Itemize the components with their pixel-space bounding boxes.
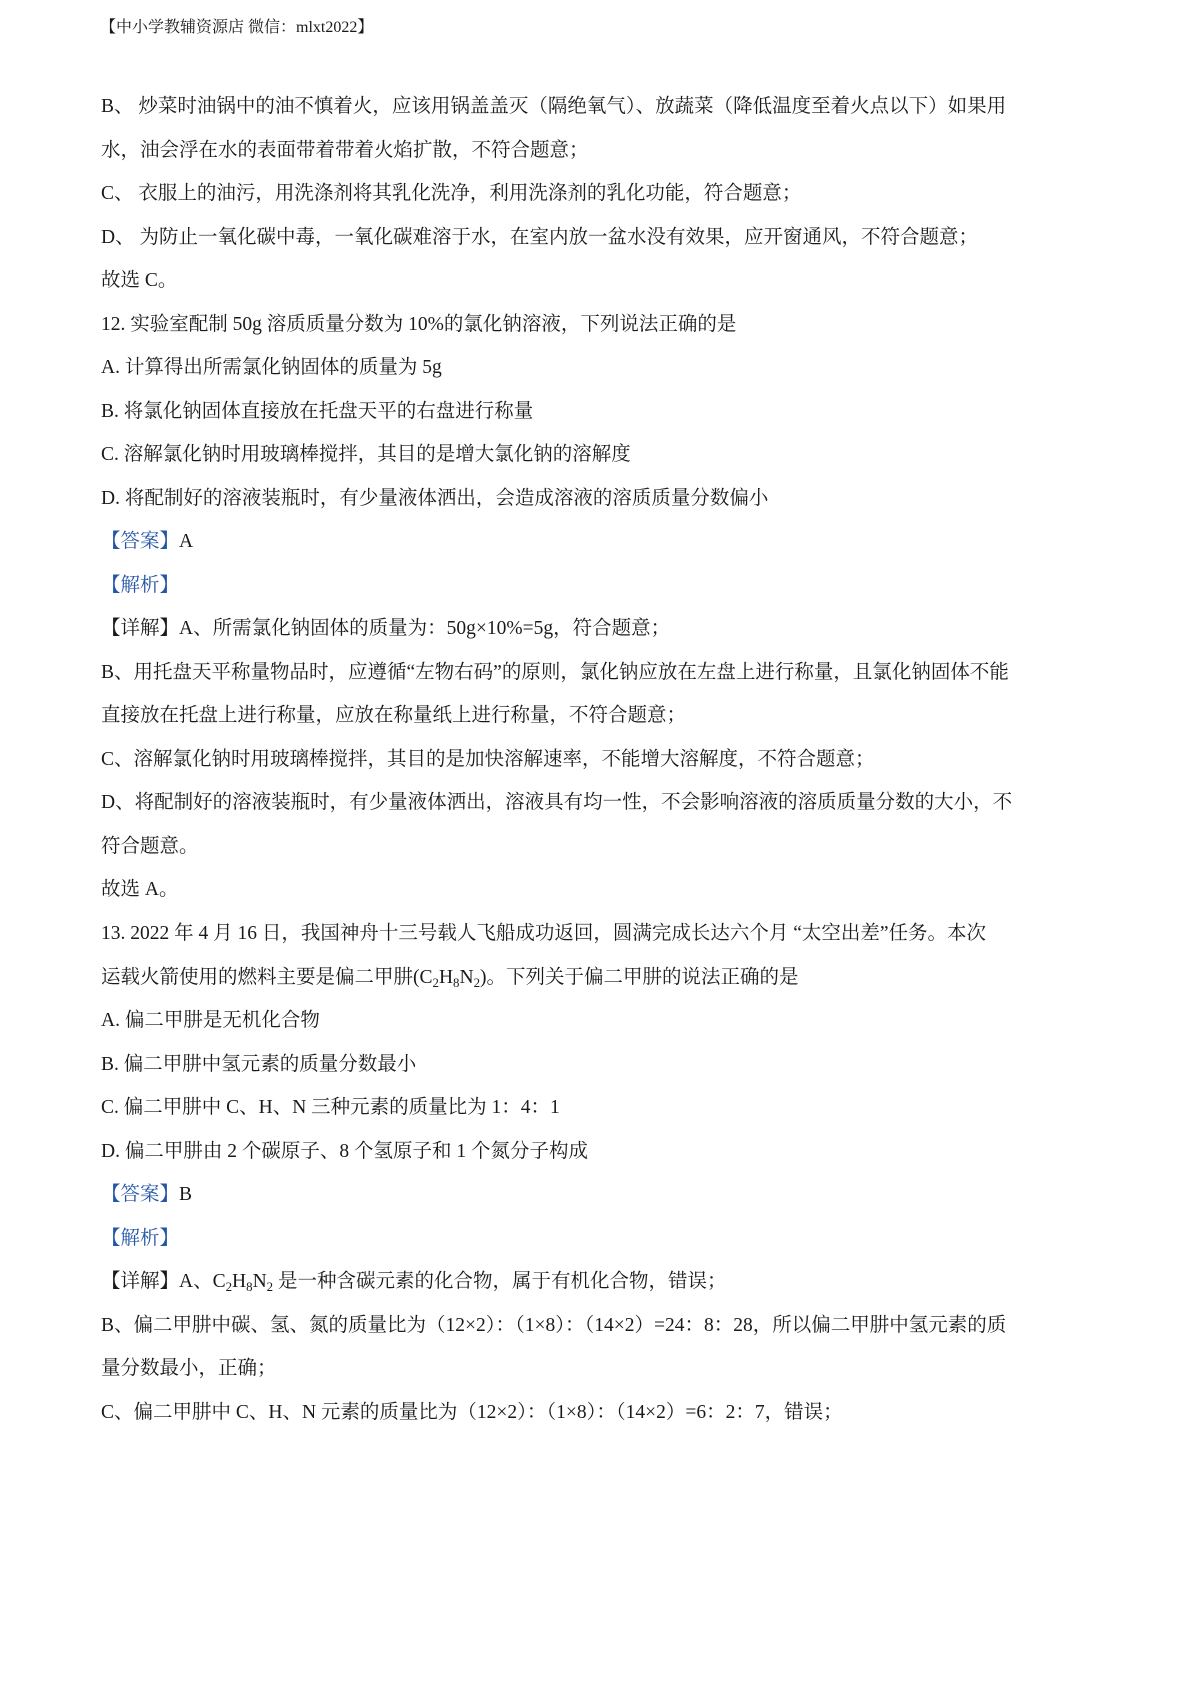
question-12-detail-line: 符合题意。 [101,836,199,857]
conclusion-line: 故选 C。 [101,270,178,291]
stem-text-after-formula: )。下列关于偏二甲肼的说法正确的是 [480,967,799,988]
formula-subscript-h: 8 [453,976,460,991]
watermark-header: 【中小学教辅资源店 微信：mlxt2022】 [100,19,374,36]
analysis-label: 【解析】 [101,1228,180,1249]
formula-subscript-n: 2 [473,976,481,991]
formula-subscript-n: 2 [266,1280,274,1295]
explanation-line: 水，油会浮在水的表面带着带着火焰扩散，不符合题意； [101,140,589,161]
question-12-detail-line: C、溶解氯化钠时用玻璃棒搅拌，其目的是加快溶解速率，不能增大溶解度，不符合题意； [101,749,875,770]
formula-element-h: H [438,967,454,988]
answer-value: B [179,1184,193,1205]
chemical-formula [419,967,481,991]
formula-element-c: C [212,1271,226,1292]
question-13-detail-line [101,1269,727,1295]
answer-label: 【答案】 [101,1184,180,1205]
analysis-label: 【解析】 [101,575,180,596]
chemical-formula [212,1271,274,1295]
question-13-option-c: C. 偏二甲肼中 C、H、N 三种元素的质量比为 1：4：1 [101,1097,560,1118]
question-12-answer-row [101,529,193,555]
question-13-option-d: D. 偏二甲肼由 2 个碳原子、8 个氢原子和 1 个氮分子构成 [101,1141,588,1162]
question-12-detail-line: 【详解】A、所需氯化钠固体的质量为：50g×10%=5g，符合题意； [101,618,671,639]
stem-text-before-formula: 运载火箭使用的燃料主要是偏二甲肼( [101,967,420,988]
question-12-stem: 12. 实验室配制 50g 溶质质量分数为 10%的氯化钠溶液，下列说法正确的是 [101,314,737,335]
question-13-option-b: B. 偏二甲肼中氢元素的质量分数最小 [101,1054,417,1075]
formula-element-n: N [459,967,474,988]
question-12-option-d: D. 将配制好的溶液装瓶时，有少量液体洒出，会造成溶液的溶质质量分数偏小 [101,488,769,509]
detail-text-after-formula: 是一种含碳元素的化合物，属于有机化合物，错误； [273,1271,727,1292]
explanation-line: D、 为防止一氧化碳中毒，一氧化碳难溶于水，在室内放一盆水没有效果，应开窗通风，不符合题意； [101,227,978,248]
question-13-option-a: A. 偏二甲肼是无机化合物 [101,1010,320,1031]
question-12-option-b: B. 将氯化钠固体直接放在托盘天平的右盘进行称量 [101,401,534,422]
question-13-stem-line-2 [101,965,799,991]
question-13-analysis-label [101,1226,179,1252]
question-13-detail-line: B、偏二甲肼中碳、氢、氮的质量比为（12×2）：（1×8）：（14×2）=24：8：28，所以偏二甲肼中氢元素的质 [101,1315,1007,1336]
formula-subscript-c: 2 [432,976,439,991]
question-12-analysis-label [101,573,179,599]
question-12-conclusion: 故选 A。 [101,879,179,900]
question-12-detail-line: B、用托盘天平称量物品时，应遵循“左物右码”的原则，氯化钠应放在左盘上进行称量，且氯化钠固体不能 [101,662,1009,683]
formula-subscript-c: 2 [225,1280,233,1295]
question-12-detail-line: 直接放在托盘上进行称量，应放在称量纸上进行称量，不符合题意； [101,705,687,726]
answer-value: A [179,531,194,552]
question-13-detail-line: C、偏二甲肼中 C、H、N 元素的质量比为（12×2）：（1×8）：（14×2）=6：2：7，错误； [101,1402,843,1423]
question-12-detail-line: D、将配制好的溶液装瓶时，有少量液体洒出，溶液具有均一性，不会影响溶液的溶质质量分数的大小，不 [101,792,1013,813]
formula-element-c: C [419,967,433,988]
explanation-line: B、 炒菜时油锅中的油不慎着火，应该用锅盖盖灭（隔绝氧气）、放蔬菜（降低温度至着火点以下）如果用 [101,96,1007,117]
detail-text-before-formula: 【详解】A、 [101,1271,213,1292]
question-12-option-a: A. 计算得出所需氯化钠固体的质量为 5g [101,357,442,378]
formula-element-h: H [232,1271,247,1292]
question-12-option-c: C. 溶解氯化钠时用玻璃棒搅拌，其目的是增大氯化钠的溶解度 [101,444,631,465]
formula-subscript-h: 8 [246,1280,253,1295]
explanation-line: C、 衣服上的油污，用洗涤剂将其乳化洗净，利用洗涤剂的乳化功能，符合题意； [101,183,802,204]
question-13-answer-row [101,1182,192,1208]
question-13-stem-line-1: 13. 2022 年 4 月 16 日，我国神舟十三号载人飞船成功返回，圆满完成长达六个月 “太空出差”任务。本次 [101,923,987,944]
question-13-detail-line: 量分数最小，正确； [101,1358,277,1379]
answer-label: 【答案】 [101,531,180,552]
formula-element-n: N [252,1271,267,1292]
